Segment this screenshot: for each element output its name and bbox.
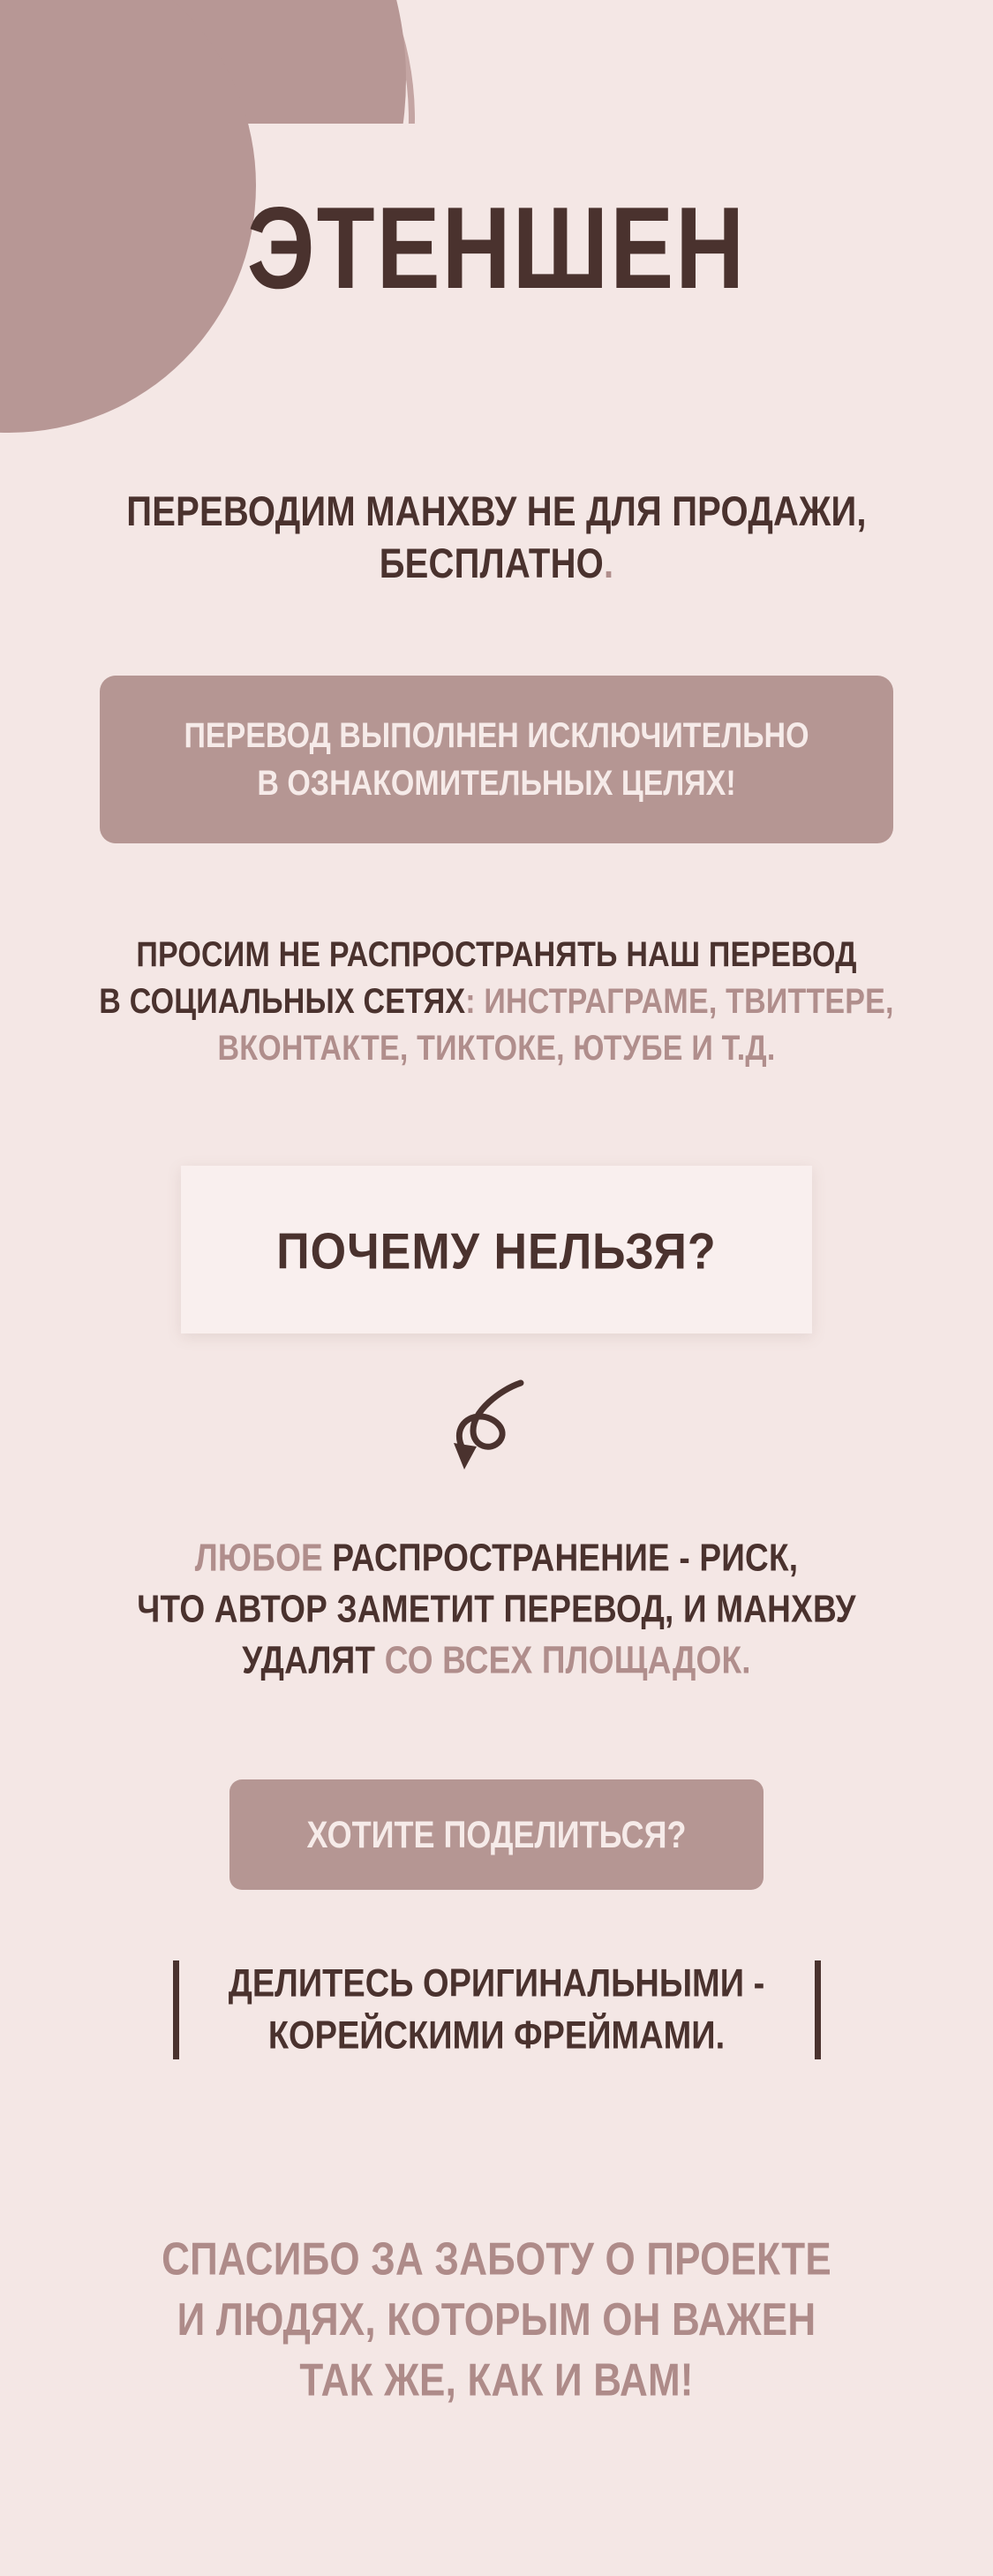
- request-line-2-soft: ИНСТРАГРАМЕ, ТВИТТЕРЕ,: [475, 981, 894, 1022]
- lead-line-2: [0, 538, 993, 590]
- disclaimer-banner: [100, 676, 893, 843]
- thanks-line-1: СПАСИБО ЗА ЗАБОТУ О ПРОЕКТЕ: [162, 2233, 831, 2285]
- request-line-1: ПРОСИМ НЕ РАСПРОСТРАНЯТЬ НАШ ПЕРЕВОД: [136, 934, 857, 975]
- risk-line-1: [0, 1532, 993, 1583]
- risk-line-3-soft: СО ВСЕХ ПЛОЩАДОК.: [384, 1638, 751, 1681]
- lead-text: [0, 486, 993, 590]
- request-text: [0, 932, 993, 1072]
- risk-line-1-dark: РАСПРОСТРАНЕНИЕ - РИСК,: [332, 1536, 799, 1580]
- disclaimer-line-1: ПЕРЕВОД ВЫПОЛНЕН ИСКЛЮЧИТЕЛЬНО: [184, 715, 809, 756]
- quote-line-1: ДЕЛИТЕСЬ ОРИГИНАЛЬНЫМИ -: [228, 1961, 765, 2006]
- lead-line-2-main: БЕСПЛАТНО: [379, 540, 604, 587]
- request-line-2-dark: В СОЦИАЛЬНЫХ СЕТЯХ: [99, 981, 466, 1022]
- disclaimer-line-2: В ОЗНАКОМИТЕЛЬНЫХ ЦЕЛЯХ!: [257, 763, 736, 804]
- risk-text: [0, 1532, 993, 1685]
- request-line-3: ВКОНТАКТЕ, ТИКТОКЕ, ЮТУБЕ И Т.Д.: [217, 1028, 776, 1069]
- quote-line-2: КОРЕЙСКИМИ ФРЕЙМАМИ.: [267, 2013, 726, 2059]
- lead-line-2-dot: .: [603, 540, 614, 587]
- risk-line-2: ЧТО АВТОР ЗАМЕТИТ ПЕРЕВОД, И МАНХВУ: [137, 1587, 856, 1630]
- risk-line-3-dark: УДАЛЯТ: [242, 1638, 385, 1681]
- curly-arrow-down-icon: [408, 1378, 584, 1492]
- quote-block: [0, 1960, 993, 2059]
- quote-bar-right: [815, 1960, 821, 2059]
- why-callout-label: ПОЧЕМУ НЕЛЬЗЯ?: [276, 1224, 717, 1280]
- why-callout-box: [181, 1166, 812, 1333]
- lead-line-1: ПЕРЕВОДИМ МАНХВУ НЕ ДЛЯ ПРОДАЖИ,: [126, 488, 867, 535]
- page-title: ЭТЕНШЕН: [246, 182, 747, 314]
- share-banner: [229, 1779, 764, 1890]
- risk-line-1-soft: ЛЮБОЕ: [194, 1536, 333, 1580]
- request-line-2-colon: :: [465, 981, 476, 1022]
- thanks-line-2: И ЛЮДЯХ, КОТОРЫМ ОН ВАЖЕН: [177, 2294, 816, 2346]
- thanks-text: [0, 2230, 993, 2411]
- share-banner-label: ХОТИТЕ ПОДЕЛИТЬСЯ?: [306, 1812, 687, 1856]
- risk-line-3: [0, 1635, 993, 1686]
- request-line-2: [0, 978, 993, 1025]
- quote-bar-left: [173, 1960, 179, 2059]
- thanks-line-3: ТАК ЖЕ, КАК И ВАМ!: [299, 2354, 694, 2406]
- disclaimer-banner-text: [184, 712, 809, 808]
- quote-text: [214, 1958, 779, 2062]
